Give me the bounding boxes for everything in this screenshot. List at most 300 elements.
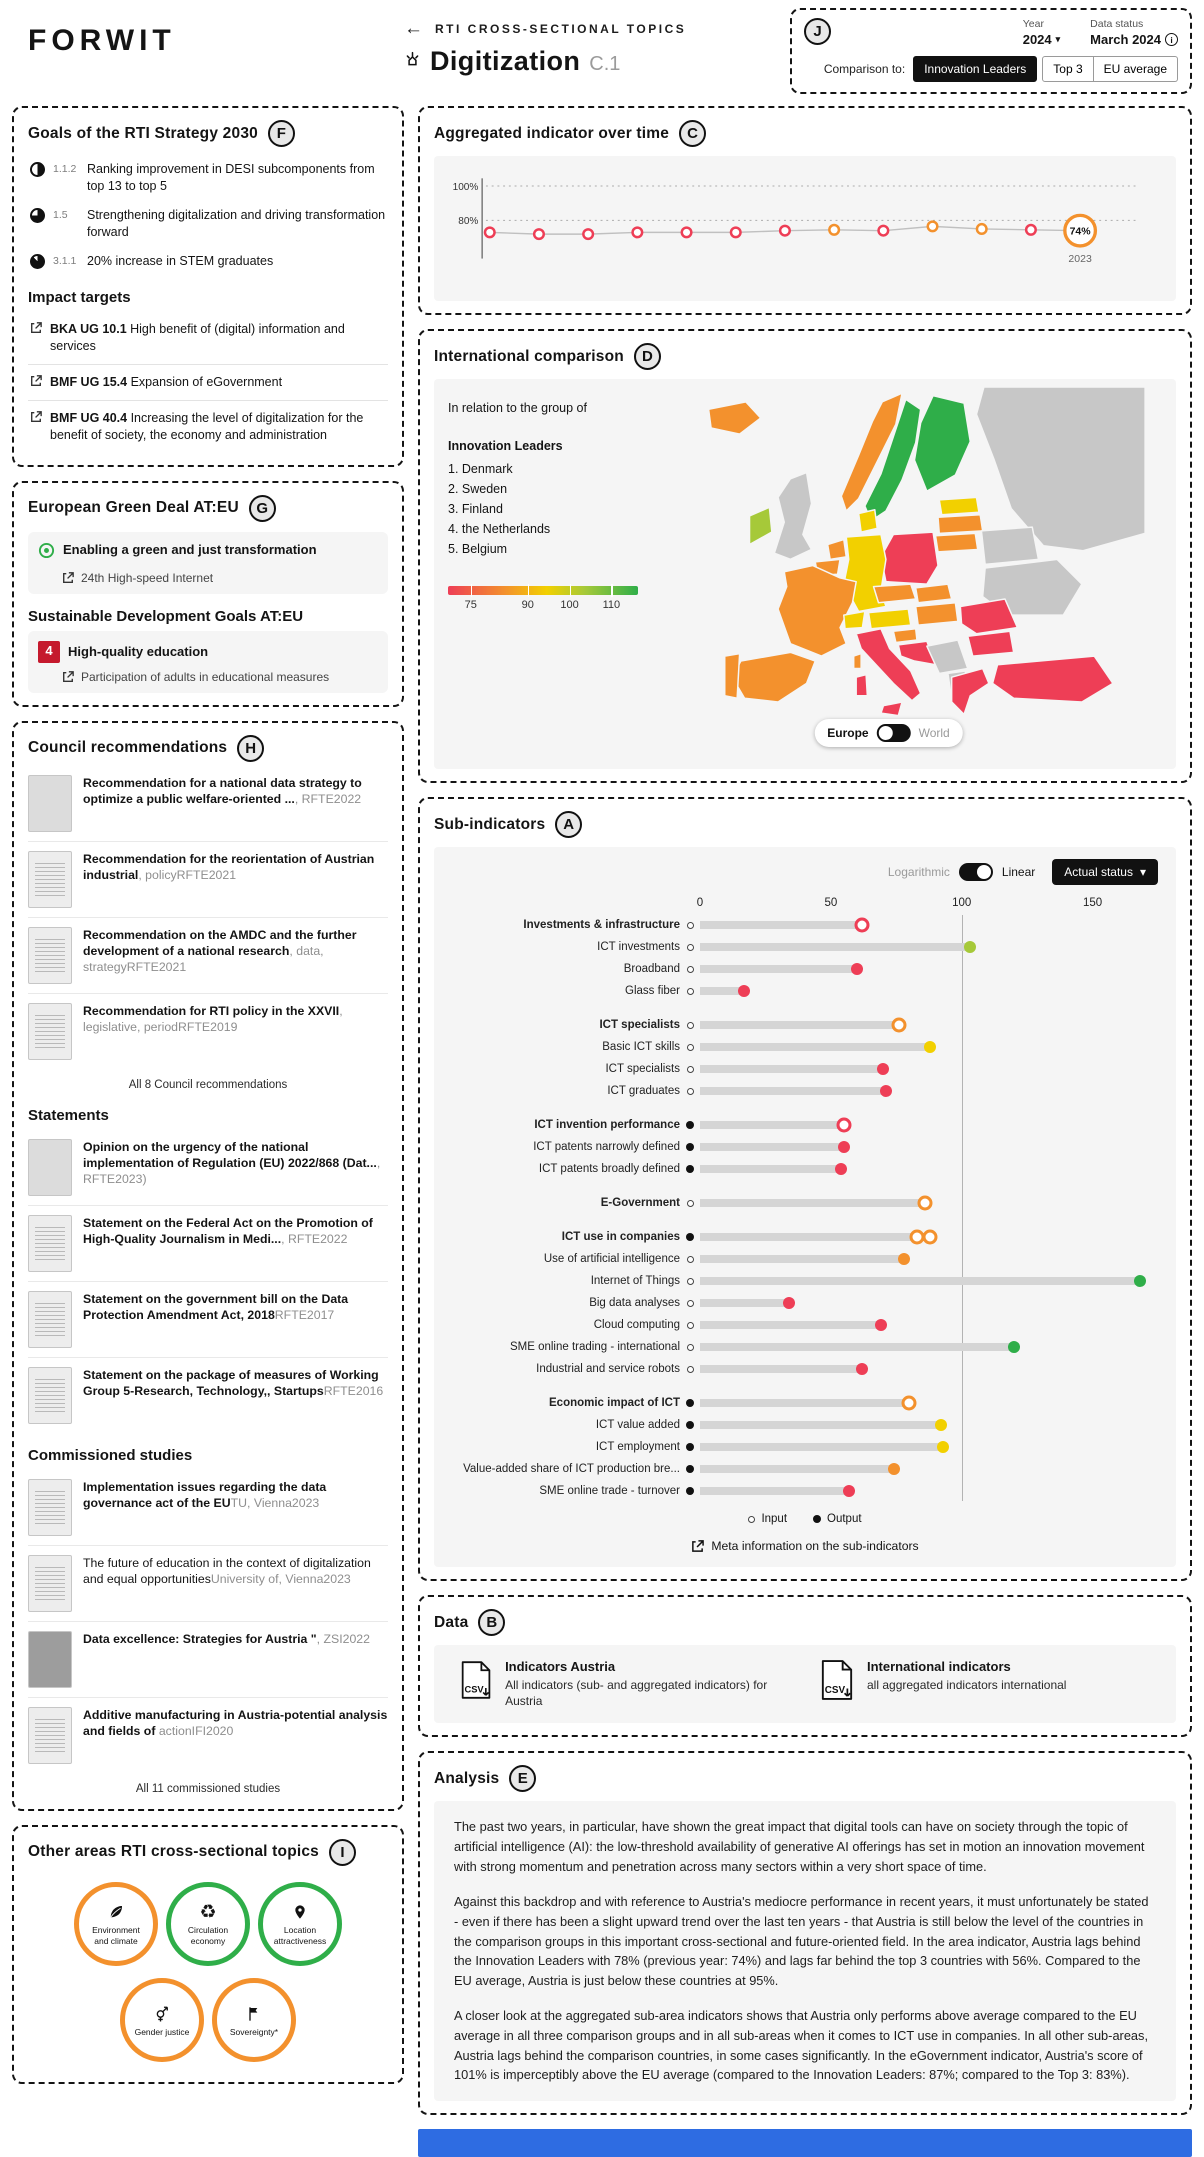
- map-country-balkans[interactable]: [927, 640, 968, 673]
- status-dropdown[interactable]: Actual status ▾: [1052, 859, 1158, 885]
- timeline-title: Aggregated indicator over time: [434, 124, 670, 142]
- timeline-point[interactable]: [1026, 225, 1036, 235]
- subindicator-label: Internet of Things: [590, 1275, 680, 1287]
- document-thumbnail: [28, 1003, 72, 1060]
- csv-download-indicators-austria[interactable]: CSV Indicators Austria All indicators (sub- and aggregated indicators) for Austria: [460, 1659, 790, 1709]
- recommendation-item[interactable]: [28, 842, 388, 918]
- input-marker-icon: [687, 1344, 694, 1351]
- goal-progress-icon: [30, 254, 45, 269]
- scale-tick: [528, 584, 530, 597]
- timeline-point[interactable]: [780, 226, 790, 236]
- goals-box-title: Goals of the RTI Strategy 2030: [28, 124, 258, 142]
- timeline-point[interactable]: [731, 228, 741, 238]
- comparison-option-innovation-leaders[interactable]: Innovation Leaders: [913, 56, 1037, 82]
- subindicator-row: [452, 1481, 1158, 1501]
- svg-text:100%: 100%: [452, 181, 479, 193]
- map-country-lithuania[interactable]: [936, 533, 978, 552]
- input-marker-icon: [687, 966, 694, 973]
- subindicator-bar[interactable]: [700, 965, 857, 973]
- io-marker: [680, 1143, 700, 1151]
- timeline-point[interactable]: [928, 222, 938, 232]
- document-title: Additive manufacturing in Austria-potential analysis and fields of actionIFI2020: [83, 1707, 388, 1738]
- map-country-greece[interactable]: [952, 668, 989, 714]
- subindicator-plot: [700, 1137, 1158, 1157]
- goal-number: 1.1.2: [53, 163, 77, 175]
- svg-text:CSV: CSV: [824, 1685, 846, 1697]
- input-marker-icon: [687, 1300, 694, 1307]
- input-marker-icon: [687, 944, 694, 951]
- map-country-portugal[interactable]: [725, 654, 740, 699]
- subindicator-plot: [700, 1059, 1158, 1079]
- subindicator-plot: [700, 1415, 1158, 1435]
- subindicator-bar[interactable]: [700, 1399, 909, 1407]
- subindicator-point[interactable]: [1134, 1275, 1146, 1287]
- subindicator-plot: [700, 1159, 1158, 1179]
- map-color-scale: [448, 586, 638, 613]
- statement-item[interactable]: [28, 1206, 388, 1282]
- subindicator-bar[interactable]: [700, 1087, 886, 1095]
- subindicator-point[interactable]: [924, 1041, 936, 1053]
- subindicator-bar[interactable]: [700, 1299, 789, 1307]
- goal-number: 3.1.1: [53, 254, 77, 267]
- subindicator-point[interactable]: [851, 963, 863, 975]
- svg-text:2023: 2023: [1068, 253, 1092, 266]
- svg-text:74%: 74%: [1069, 225, 1091, 238]
- goal-text: Strengthening digitalization and driving transformation forward: [87, 207, 386, 239]
- input-marker-icon: [687, 1322, 694, 1329]
- europe-world-toggle[interactable]: [814, 719, 962, 747]
- input-marker-icon: [687, 1044, 694, 1051]
- study-item[interactable]: [28, 1546, 388, 1622]
- csv-file-icon: [460, 1659, 492, 1701]
- scale-linear-label[interactable]: Linear: [1001, 865, 1036, 879]
- output-marker-icon: [686, 1421, 694, 1429]
- comparison-option-top-3[interactable]: Top 3: [1042, 56, 1093, 82]
- subindicator-point[interactable]: [838, 1141, 850, 1153]
- subindicator-point[interactable]: [738, 985, 750, 997]
- data-title: Data: [434, 1613, 469, 1631]
- subindicator-bar[interactable]: [700, 1277, 1140, 1285]
- annotation-badge-a: A: [555, 811, 582, 838]
- timeline-point[interactable]: [633, 228, 643, 238]
- io-marker: [680, 966, 700, 973]
- subindicator-bar[interactable]: [700, 921, 862, 929]
- subindicator-plot: [700, 1459, 1158, 1479]
- subindicator-bar[interactable]: [700, 1255, 904, 1263]
- input-marker-icon: [687, 988, 694, 995]
- subindicator-bar[interactable]: [700, 1143, 844, 1151]
- document-thumbnail: [28, 1479, 72, 1536]
- subindicator-point[interactable]: [856, 1363, 868, 1375]
- document-title: Statement on the Federal Act on the Promotion of High-Quality Journalism in Medi..., RFTE2022: [83, 1215, 373, 1246]
- subindicator-row: [452, 1437, 1158, 1457]
- comparison-group-name: Innovation Leaders: [448, 439, 563, 453]
- digitization-topic-icon: [404, 51, 421, 73]
- timeline-point[interactable]: [485, 228, 495, 238]
- annotation-badge-g: G: [249, 495, 276, 522]
- subindicator-bar[interactable]: [700, 1043, 930, 1051]
- io-legend: Input Output: [452, 1513, 1158, 1525]
- subindicator-plot: [700, 1249, 1158, 1269]
- goal-item: [28, 155, 388, 201]
- study-item[interactable]: [28, 1622, 388, 1698]
- document-thumbnail: [28, 775, 72, 832]
- scale-tick-label: 110: [602, 599, 621, 611]
- impact-target[interactable]: BKA UG 10.1 High benefit of (digital) information and services: [28, 312, 388, 364]
- output-marker-icon: [686, 1487, 694, 1495]
- annotation-badge-b: B: [478, 1609, 505, 1636]
- subindicator-label: Glass fiber: [625, 985, 680, 997]
- all-recommendations-link[interactable]: All 8 Council recommendations: [128, 1078, 288, 1091]
- subindicator-point[interactable]: [891, 1018, 906, 1033]
- header: [12, 8, 1192, 94]
- sdg-item[interactable]: 4 High-quality education Participation of adults in educational measures: [28, 631, 388, 693]
- io-marker: [680, 988, 700, 995]
- other-area-sovereignty-[interactable]: Sovereignty*: [212, 1978, 296, 2062]
- map-country-france[interactable]: [778, 566, 856, 657]
- subindicator-row: [452, 1037, 1158, 1057]
- io-marker: [680, 1366, 700, 1373]
- subindicator-row: [452, 1359, 1158, 1379]
- map-country-latvia[interactable]: [938, 515, 983, 534]
- subindicator-point[interactable]: [855, 918, 870, 933]
- document-thumbnail: [28, 1707, 72, 1764]
- output-marker-icon: [686, 1443, 694, 1451]
- map-country-turkey[interactable]: [993, 656, 1113, 702]
- sdg-link[interactable]: Participation of adults in educational measures: [38, 670, 378, 684]
- analysis-text: [434, 1801, 1176, 2101]
- subindicator-point[interactable]: [964, 941, 976, 953]
- statements-list: [28, 1130, 388, 1433]
- map-country-corsica[interactable]: [854, 654, 861, 669]
- goal-text: 20% increase in STEM graduates: [87, 253, 274, 268]
- map-country-sardinia[interactable]: [856, 675, 867, 696]
- analysis-box: [418, 1751, 1192, 2115]
- year-label: Year: [1022, 18, 1044, 30]
- impact-target[interactable]: BMF UG 40.4 Increasing the level of digitalization for the benefit of society, the economy and administration: [28, 400, 388, 453]
- svg-text:CSV: CSV: [464, 1684, 484, 1695]
- statements-title: Statements: [28, 1106, 109, 1124]
- info-icon[interactable]: i: [1165, 33, 1178, 46]
- subindicator-point[interactable]: [843, 1485, 855, 1497]
- subindicator-label: ICT graduates: [607, 1085, 680, 1097]
- europe-map-svg: [647, 387, 1172, 759]
- io-marker: [680, 1278, 700, 1285]
- map-country-spain[interactable]: [732, 652, 815, 702]
- statement-item[interactable]: [28, 1130, 388, 1206]
- subindicator-point[interactable]: [923, 1230, 938, 1245]
- map-country-ireland[interactable]: [750, 507, 772, 544]
- studies-list: [28, 1470, 388, 1773]
- subindicator-bar[interactable]: [700, 1465, 894, 1473]
- subindicator-label: ICT invention performance: [534, 1119, 680, 1131]
- subindicator-plot: [700, 1359, 1158, 1379]
- subindicators-axis: [696, 897, 1158, 915]
- io-marker: [680, 1487, 700, 1495]
- meta-information-link[interactable]: Meta information on the sub-indicators: [452, 1539, 1158, 1553]
- map-country-denmark[interactable]: [859, 510, 878, 532]
- input-marker-icon: [687, 1366, 694, 1373]
- subindicator-bar[interactable]: [700, 1343, 1014, 1351]
- comparison-country: 5. Belgium: [448, 542, 508, 556]
- subindicator-row: [452, 1115, 1158, 1135]
- scale-tick: [471, 584, 473, 597]
- location-pin-icon: [292, 1903, 308, 1921]
- subindicator-bar[interactable]: [700, 1487, 849, 1495]
- document-thumbnail: [28, 1631, 72, 1688]
- subindicator-plot: [700, 1081, 1158, 1101]
- subindicator-point[interactable]: [836, 1118, 851, 1133]
- map-country-estonia[interactable]: [939, 497, 979, 514]
- subindicator-bar[interactable]: [700, 1321, 881, 1329]
- council-box: [12, 721, 404, 1811]
- comparison-group-list: [448, 462, 647, 556]
- statement-item[interactable]: [28, 1358, 388, 1433]
- subindicator-plot: [700, 1393, 1158, 1413]
- other-area-environment-and-climate[interactable]: Environment and climate: [74, 1882, 158, 1966]
- subindicator-point[interactable]: [875, 1319, 887, 1331]
- comparison-segmented-control: [913, 56, 1178, 82]
- scale-switch[interactable]: [959, 863, 993, 881]
- io-marker: [680, 1200, 700, 1207]
- subindicator-label: ICT investments: [597, 941, 680, 953]
- year-select[interactable]: 2024 ▾: [1022, 32, 1061, 47]
- subindicator-bar[interactable]: [700, 1165, 841, 1173]
- subindicator-plot: [700, 1293, 1158, 1313]
- other-area-location-attractiveness[interactable]: Location attractiveness: [258, 1882, 342, 1966]
- chevron-down-icon: ▾: [1139, 865, 1146, 879]
- subindicator-point[interactable]: [835, 1163, 847, 1175]
- document-thumbnail: [28, 927, 72, 984]
- goal-number: 1.5: [53, 208, 68, 221]
- gender-icon: [153, 2005, 171, 2023]
- subindicator-point[interactable]: [783, 1297, 795, 1309]
- io-marker: [680, 1044, 700, 1051]
- recommendation-item[interactable]: [28, 918, 388, 994]
- toggle-world-label[interactable]: World: [918, 726, 950, 740]
- subindicator-bar[interactable]: [700, 1421, 941, 1429]
- subindicator-bar[interactable]: [700, 943, 970, 951]
- other-area-gender-justice[interactable]: Gender justice: [120, 1978, 204, 2062]
- output-marker-icon: [813, 1515, 821, 1523]
- io-marker: [680, 1399, 700, 1407]
- annotation-badge-f: F: [268, 120, 295, 147]
- map-country-belarus[interactable]: [981, 527, 1038, 564]
- subindicator-bar[interactable]: [700, 1065, 883, 1073]
- io-marker: [680, 1465, 700, 1473]
- subindicator-point[interactable]: [877, 1063, 889, 1075]
- breadcrumb[interactable]: RTI CROSS-SECTIONAL TOPICS: [435, 22, 687, 36]
- map-country-finland[interactable]: [914, 396, 970, 491]
- timeline-box: [418, 106, 1192, 315]
- subindicator-point[interactable]: [935, 1419, 947, 1431]
- subindicator-label: Industrial and service robots: [536, 1363, 680, 1375]
- io-marker: [680, 1443, 700, 1451]
- council-title: Council recommendations: [28, 739, 228, 757]
- subindicators-box: [418, 797, 1192, 1581]
- io-marker: [680, 1233, 700, 1241]
- io-marker: [680, 1088, 700, 1095]
- input-marker-icon: [687, 1088, 694, 1095]
- subindicator-plot: [700, 981, 1158, 1001]
- annotation-badge-e: E: [509, 1765, 536, 1792]
- map-view-switch[interactable]: [877, 724, 911, 742]
- map-country-russia[interactable]: [976, 387, 1145, 551]
- timeline-point[interactable]: [534, 229, 544, 239]
- map-country-hungary[interactable]: [916, 603, 958, 625]
- subindicator-row: [452, 981, 1158, 1001]
- subindicator-point[interactable]: [888, 1463, 900, 1475]
- recommendation-item[interactable]: [28, 994, 388, 1069]
- goal-item: [28, 247, 388, 276]
- map-country-slovakia[interactable]: [916, 584, 952, 603]
- document-thumbnail: [28, 1139, 72, 1196]
- document-title: Recommendation for RTI policy in the XXVII, legislative, periodRFTE2019: [83, 1003, 343, 1034]
- statement-item[interactable]: [28, 1282, 388, 1358]
- external-link-icon: [30, 375, 42, 387]
- goals-box: [12, 106, 404, 467]
- input-marker-icon: [748, 1516, 755, 1523]
- brand-logo[interactable]: FORWIT: [28, 24, 176, 57]
- analysis-title: Analysis: [434, 1769, 500, 1787]
- annotation-badge-c: C: [679, 120, 706, 147]
- document-title: The future of education in the context of digitalization and equal opportunitiesUniversity of, Vienna2023: [83, 1555, 371, 1586]
- subindicator-row: [452, 1315, 1158, 1335]
- subindicator-row: [452, 959, 1158, 979]
- io-marker: [680, 1300, 700, 1307]
- document-thumbnail: [28, 1367, 72, 1424]
- map-country-uk[interactable]: [774, 473, 811, 560]
- subindicator-row: [452, 1249, 1158, 1269]
- csv-download-international-indicators[interactable]: CSV International indicators all aggregated indicators international: [820, 1659, 1150, 1709]
- other-area-circulation-economy[interactable]: ♻ Circulation economy: [166, 1882, 250, 1966]
- comparison-label: Comparison to:: [823, 62, 906, 76]
- comparison-option-eu-average[interactable]: EU average: [1094, 56, 1178, 82]
- other-areas-box: [12, 1825, 404, 2084]
- study-item[interactable]: [28, 1698, 388, 1773]
- subindicator-plot: [700, 1037, 1158, 1057]
- map-country-iceland[interactable]: [709, 402, 761, 434]
- external-link-icon: [30, 411, 42, 423]
- subindicator-label: Economic impact of ICT: [549, 1397, 680, 1409]
- subindicator-label: E-Government: [600, 1197, 680, 1209]
- document-title: Data excellence: Strategies for Austria ", ZSI2022: [83, 1631, 370, 1646]
- subindicator-label: Use of artificial intelligence: [543, 1253, 680, 1265]
- annotation-badge-j: J: [804, 18, 831, 45]
- subindicator-point[interactable]: [937, 1441, 949, 1453]
- subindicator-bar[interactable]: [700, 1443, 943, 1451]
- output-marker-icon: [686, 1233, 694, 1241]
- subindicator-bar[interactable]: [700, 1233, 930, 1241]
- output-marker-icon: [686, 1465, 694, 1473]
- document-title: Statement on the package of measures of Working Group 5-Research, Technology,, StartupsRFTE2016: [83, 1367, 384, 1398]
- subindicator-plot: [700, 1193, 1158, 1213]
- io-marker: [680, 1066, 700, 1073]
- input-marker-icon: [687, 1278, 694, 1285]
- io-marker: [680, 1421, 700, 1429]
- green-deal-title: European Green Deal AT:EU: [28, 499, 239, 517]
- subindicator-label: ICT patents narrowly defined: [533, 1141, 680, 1153]
- subindicator-bar[interactable]: [700, 1365, 862, 1373]
- subindicator-point[interactable]: [918, 1196, 933, 1211]
- timeline-point[interactable]: [583, 229, 593, 239]
- document-title: Recommendation for the reorientation of Austrian industrial, policyRFTE2021: [83, 851, 375, 882]
- document-title: Statement on the government bill on the Data Protection Amendment Act, 2018RFTE2017: [83, 1291, 349, 1322]
- flag-icon: [246, 2005, 262, 2023]
- recommendation-item[interactable]: [28, 766, 388, 842]
- goal-text: Ranking improvement in DESI subcomponents from top 13 to top 5: [87, 162, 375, 193]
- map-country-slovenia[interactable]: [893, 629, 917, 643]
- impact-target[interactable]: BMF UG 15.4 Expansion of eGovernment: [28, 364, 388, 400]
- green-deal-link[interactable]: 24th High-speed Internet: [38, 571, 378, 585]
- map-country-netherlands[interactable]: [828, 540, 847, 560]
- comparison-country: 3. Finland: [448, 502, 503, 516]
- subindicator-point[interactable]: [898, 1253, 910, 1265]
- scale-logarithmic-label[interactable]: Logarithmic: [887, 865, 950, 879]
- csv-file-icon: [820, 1659, 854, 1701]
- comparison-legend-block: [442, 387, 647, 759]
- toggle-europe-label[interactable]: Europe: [827, 726, 869, 740]
- subindicator-row: [452, 1159, 1158, 1179]
- scale-tick: [570, 584, 572, 597]
- subindicator-plot: [700, 1015, 1158, 1035]
- subindicator-row: [452, 1271, 1158, 1291]
- input-marker-icon: [687, 1200, 694, 1207]
- annotation-badge-i: I: [329, 1839, 356, 1866]
- study-item[interactable]: [28, 1470, 388, 1546]
- document-thumbnail: [28, 851, 72, 908]
- document-title: Implementation issues regarding the data governance act of the EUTU, Vienna2023: [83, 1479, 327, 1510]
- timeline-point[interactable]: [829, 225, 839, 235]
- timeline-point[interactable]: [977, 224, 987, 234]
- map-country-czechia[interactable]: [874, 584, 916, 603]
- subindicator-label: Basic ICT skills: [602, 1041, 680, 1053]
- subindicator-bar[interactable]: [700, 1121, 844, 1129]
- timeline-point[interactable]: [879, 226, 889, 236]
- green-deal-item[interactable]: Enabling a green and just transformation 24th High-speed Internet: [28, 532, 388, 594]
- map-country-poland[interactable]: [881, 532, 938, 584]
- chevron-down-icon: ▾: [1055, 34, 1061, 44]
- subindicator-point[interactable]: [1008, 1341, 1020, 1353]
- io-marker: [680, 1022, 700, 1029]
- all-studies-link[interactable]: All 11 commissioned studies: [135, 1782, 281, 1795]
- subindicator-bar[interactable]: [700, 1021, 899, 1029]
- svg-text:80%: 80%: [458, 216, 479, 228]
- subindicator-row: [452, 1337, 1158, 1357]
- map-country-sicily[interactable]: [881, 702, 902, 716]
- subindicator-label: SME online trading - international: [509, 1341, 680, 1353]
- subindicator-row: [452, 1193, 1158, 1213]
- subindicator-row: [452, 937, 1158, 957]
- subindicator-point[interactable]: [880, 1085, 892, 1097]
- subindicator-label: ICT use in companies: [561, 1231, 680, 1243]
- subindicator-bar[interactable]: [700, 1199, 925, 1207]
- footer-bar: [418, 2129, 1192, 2157]
- timeline-point[interactable]: [682, 228, 692, 238]
- external-link-icon: [30, 322, 42, 334]
- map-country-austria[interactable]: [869, 609, 911, 629]
- map-country-bulgaria[interactable]: [968, 631, 1014, 656]
- subindicator-label: Value-added share of ICT production bre...: [463, 1463, 680, 1475]
- io-marker: [680, 1256, 700, 1263]
- page-title: Digitization: [430, 46, 581, 76]
- subindicator-label: ICT employment: [595, 1441, 680, 1453]
- back-arrow-icon[interactable]: ←: [404, 18, 423, 39]
- subindicator-row: [452, 1059, 1158, 1079]
- map-country-switzerland[interactable]: [844, 611, 865, 628]
- subindicator-label: ICT patents broadly defined: [538, 1163, 680, 1175]
- subindicator-point[interactable]: [902, 1396, 917, 1411]
